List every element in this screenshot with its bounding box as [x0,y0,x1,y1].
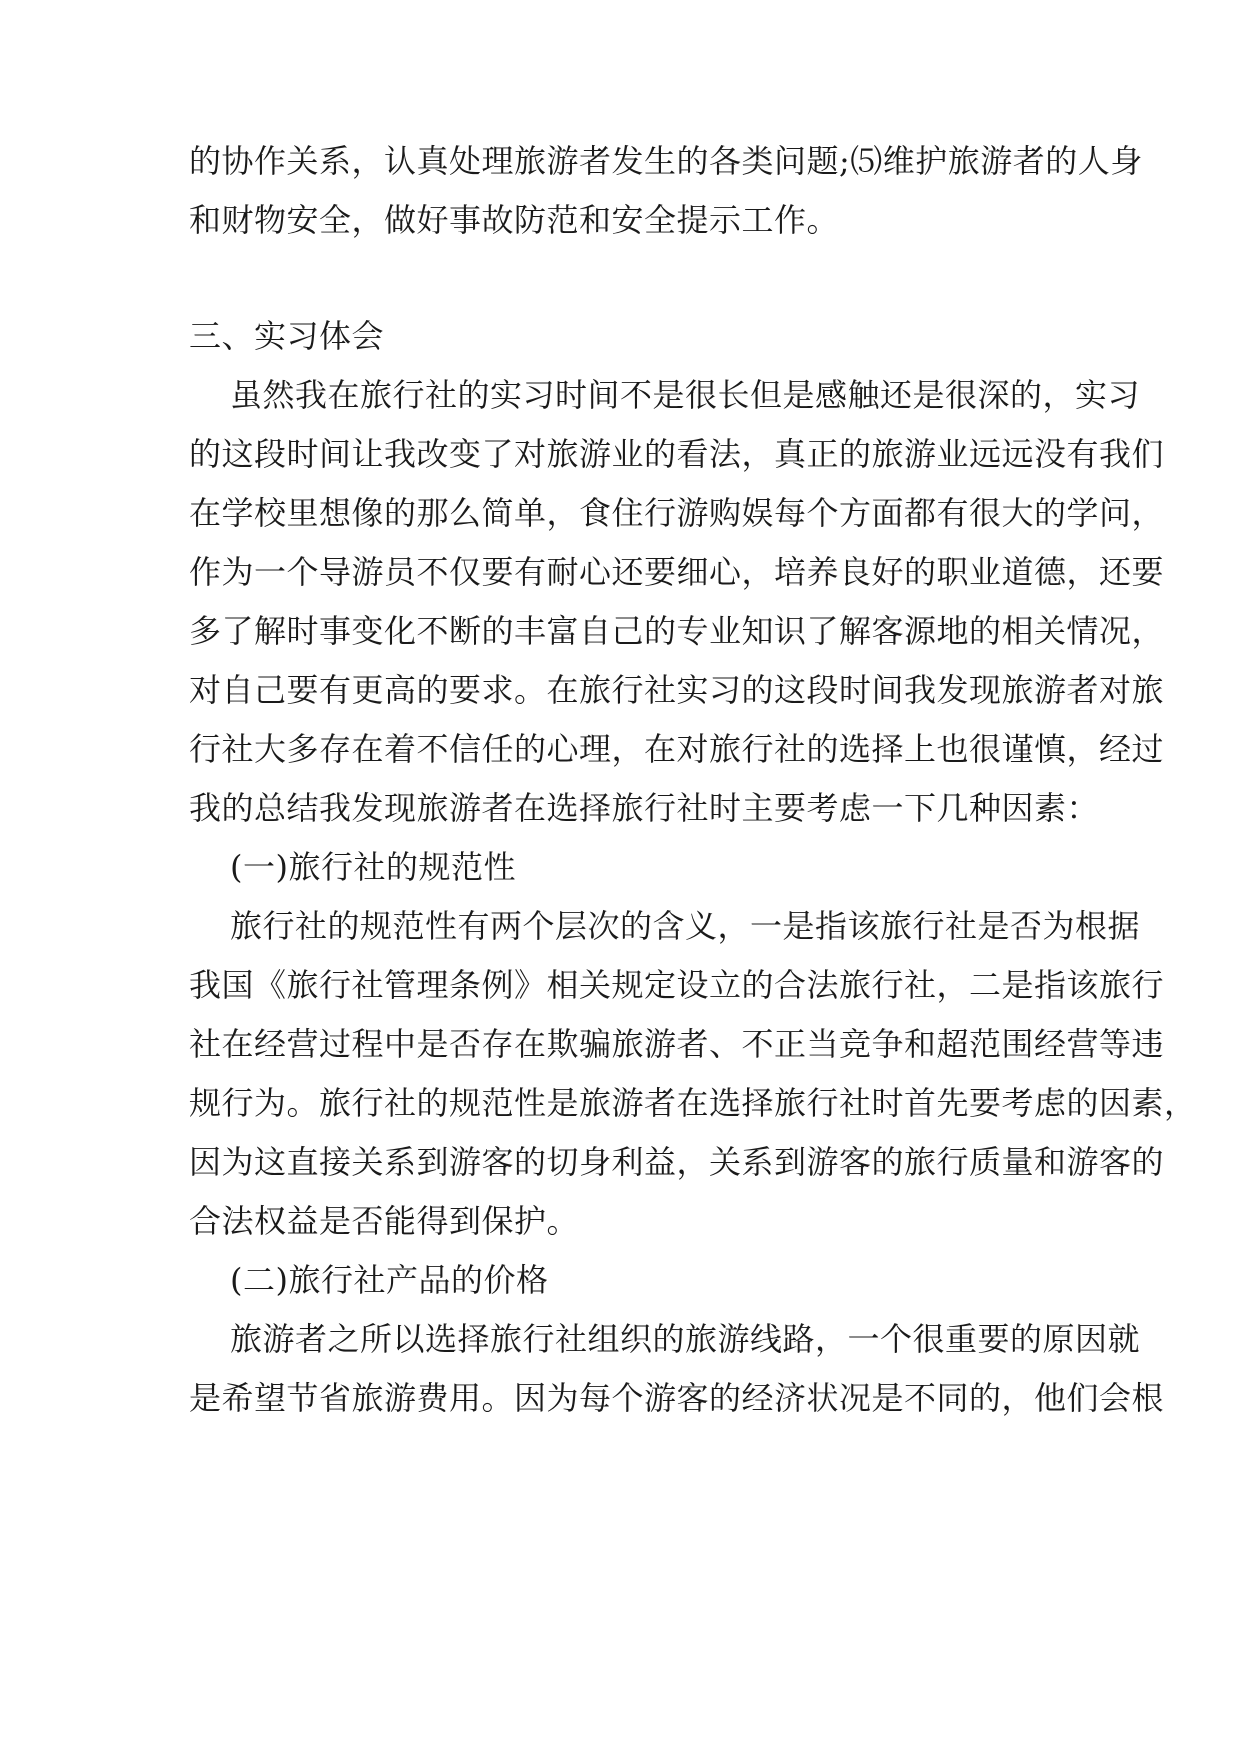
paragraph-line: 作为一个导游员不仅要有耐心还要细心，培养良好的职业道德，还要 [189,553,1165,591]
paragraph-line: 旅行社的规范性有两个层次的含义，一是指该旅行社是否为根据 [230,907,1141,945]
paragraph-line: 在学校里想像的那么简单，食住行游购娱每个方面都有很大的学问， [189,494,1165,532]
paragraph-line: 是希望节省旅游费用。因为每个游客的经济状况是不同的，他们会根 [189,1379,1165,1417]
paragraph-line: 虽然我在旅行社的实习时间不是很长但是感触还是很深的，实习 [230,376,1141,414]
section-heading: 三、实习体会 [189,317,385,355]
paragraph-line: 的这段时间让我改变了对旅游业的看法，真正的旅游业远远没有我们 [189,435,1165,473]
paragraph-line: 社在经营过程中是否存在欺骗旅游者、不正当竞争和超范围经营等违 [189,1025,1165,1063]
subsection-heading: (一)旅行社的规范性 [230,848,516,886]
paragraph-line: 和财物安全，做好事故防范和安全提示工作。 [189,201,840,239]
paragraph-line: 多了解时事变化不断的丰富自己的专业知识了解客源地的相关情况， [189,612,1165,650]
paragraph-line: 规行为。旅行社的规范性是旅游者在选择旅行社时首先要考虑的因素， [189,1084,1197,1122]
paragraph-line: 合法权益是否能得到保护。 [189,1202,580,1240]
paragraph-line: 因为这直接关系到游客的切身利益，关系到游客的旅行质量和游客的 [189,1143,1165,1181]
paragraph-line: 我的总结我发现旅游者在选择旅行社时主要考虑一下几种因素： [189,789,1100,827]
paragraph-line: 行社大多存在着不信任的心理，在对旅行社的选择上也很谨慎，经过 [189,730,1165,768]
subsection-heading: (二)旅行社产品的价格 [230,1261,549,1299]
paragraph-line: 我国《旅行社管理条例》相关规定设立的合法旅行社，二是指该旅行 [189,966,1165,1004]
paragraph-line: 旅游者之所以选择旅行社组织的旅游线路，一个很重要的原因就 [230,1320,1141,1358]
paragraph-line: 的协作关系，认真处理旅游者发生的各类问题;⑸维护旅游者的人身 [189,142,1143,180]
paragraph-line: 对自己要有更高的要求。在旅行社实习的这段时间我发现旅游者对旅 [189,671,1165,709]
